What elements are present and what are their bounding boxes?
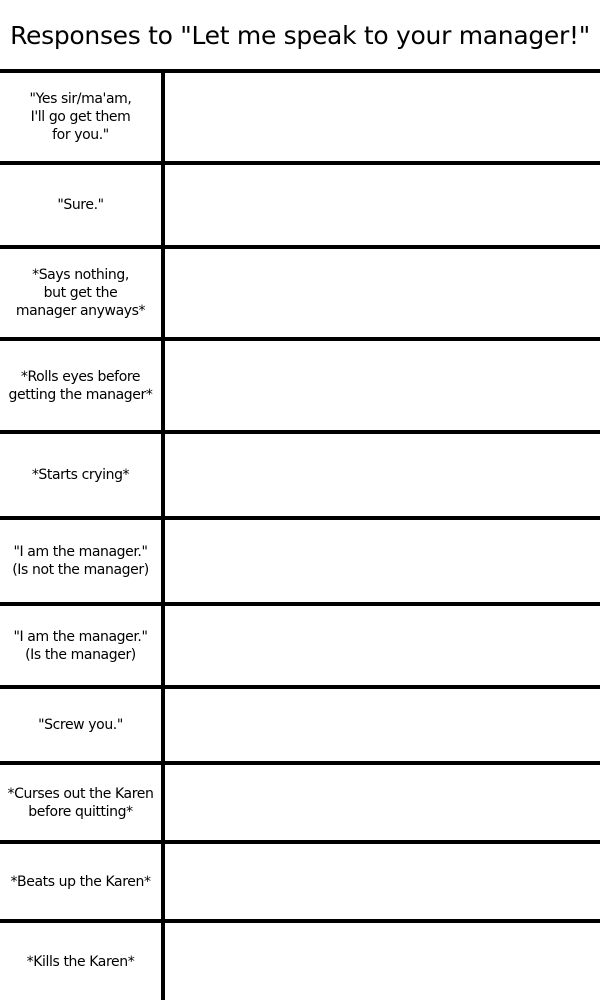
row-blank-cell [165, 73, 600, 161]
row-label: "Screw you." [38, 717, 123, 733]
row-label: "I am the manager." (Is the manager) [13, 628, 148, 663]
row-blank-cell [165, 606, 600, 685]
row-blank-cell [165, 844, 600, 919]
row-label: "I am the manager." (Is not the manager) [12, 544, 149, 578]
row-label: *Kills the Karen* [26, 953, 135, 970]
row-blank-cell [165, 923, 600, 1000]
row-label: "Yes sir/ma'am, I'll go get them for you." [29, 91, 132, 143]
row-label: *Curses out the Karen before quitting* [7, 785, 154, 820]
row-blank-cell [165, 165, 600, 245]
row-blank-cell [165, 765, 600, 840]
row-label: *Starts crying* [31, 467, 130, 483]
row-blank-cell [165, 689, 600, 761]
row-label: *Beats up the Karen* [10, 873, 151, 890]
row-blank-cell [165, 520, 600, 602]
row-label: *Says nothing, but get the manager anyways* [15, 267, 146, 319]
row-blank-cell [165, 341, 600, 430]
response-table [0, 69, 600, 1000]
row-label: *Rolls eyes before getting the manager* [8, 368, 153, 403]
chart-title: Responses to "Let me speak to your manager!" [10, 20, 590, 50]
row-label: "Sure." [57, 197, 104, 213]
row-blank-cell [165, 249, 600, 337]
row-blank-cell [165, 434, 600, 516]
